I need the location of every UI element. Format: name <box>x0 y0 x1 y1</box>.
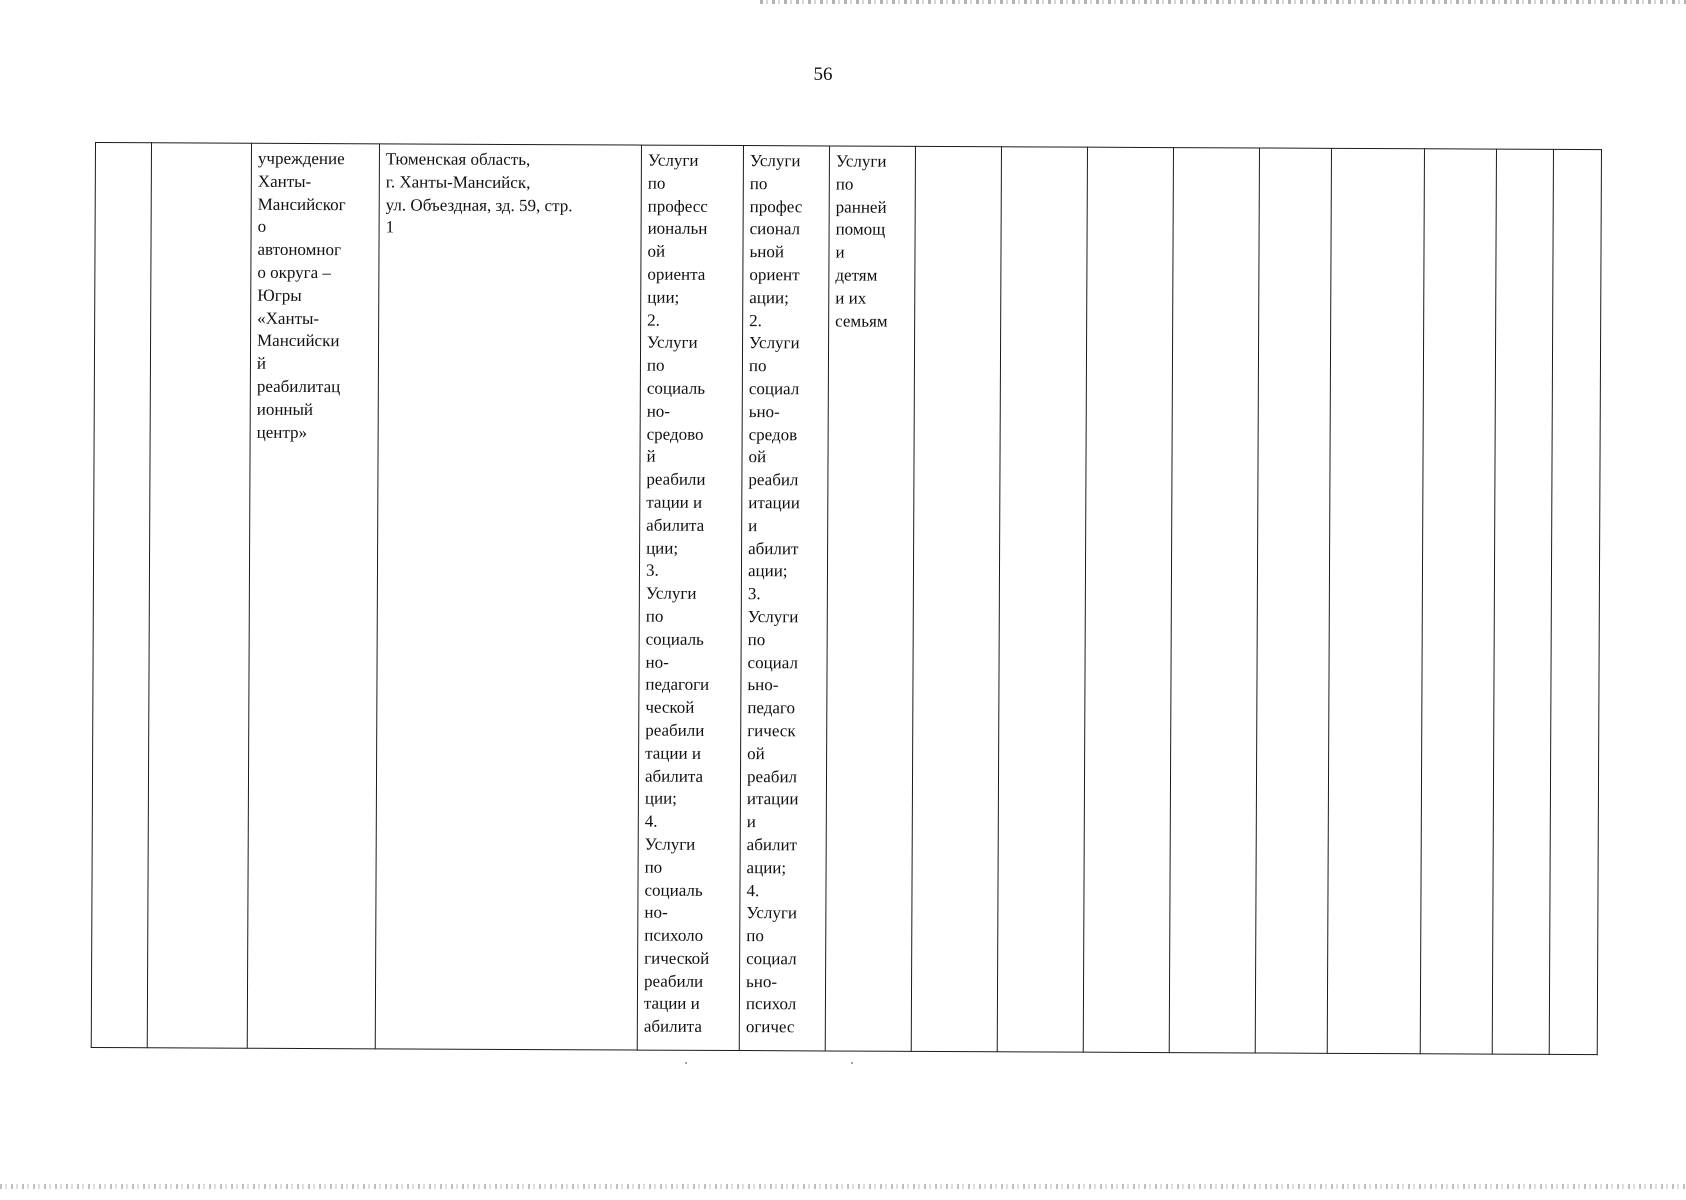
scan-speck <box>851 1062 853 1064</box>
cell-address: Тюменская область, г. Ханты-Мансийск, ул. Объездная, зд. 59, стр. 1 <box>375 144 641 1050</box>
registry-table <box>91 142 1602 1055</box>
cell-empty-13 <box>1327 148 1424 1053</box>
cell-empty-12 <box>1255 148 1331 1053</box>
cell-institution-name: учреждение Ханты- Мансийског о автономног о округа – Югры «Ханты- Мансийски й реабилитац ионный центр» <box>247 143 379 1049</box>
cell-services-b: Услуги по профес сионал ьной ориент ации; 2. Услуги по социал ьно- средов ой реабил итации и абилит ации; 3. Услуги по социал ьно- педаго гическ ой реабил итации и абилит ации; 4. Услуги по социал ьно- психол огичес <box>739 146 829 1051</box>
cell-empty-2 <box>147 143 251 1048</box>
cell-empty-11 <box>1169 148 1259 1053</box>
cell-empty-10 <box>1083 147 1173 1052</box>
scan-artifact-top <box>760 0 1686 4</box>
table-row <box>91 143 1601 1055</box>
cell-empty-16 <box>1549 149 1601 1054</box>
page-number: 56 <box>813 64 833 85</box>
cell-empty-15 <box>1492 149 1553 1054</box>
cell-empty-14 <box>1420 149 1496 1054</box>
cell-empty-8 <box>911 146 1001 1051</box>
scan-speck <box>685 1062 687 1064</box>
cell-empty-1 <box>91 143 151 1048</box>
cell-services-c: Услуги по ранней помощ и детям и их семьям <box>825 146 915 1051</box>
cell-empty-9 <box>997 147 1087 1052</box>
cell-services-a: Услуги по професс иональн ой ориента ции; 2. Услуги по социаль но- средово й реабили тации и абилита ции; 3. Услуги по социаль но- педагоги ческой реабили тации и абилита ции; 4. Услуги по социаль но- психоло гической реабили тации и абилита <box>637 145 743 1050</box>
scan-artifact-bottom <box>0 1184 1686 1189</box>
